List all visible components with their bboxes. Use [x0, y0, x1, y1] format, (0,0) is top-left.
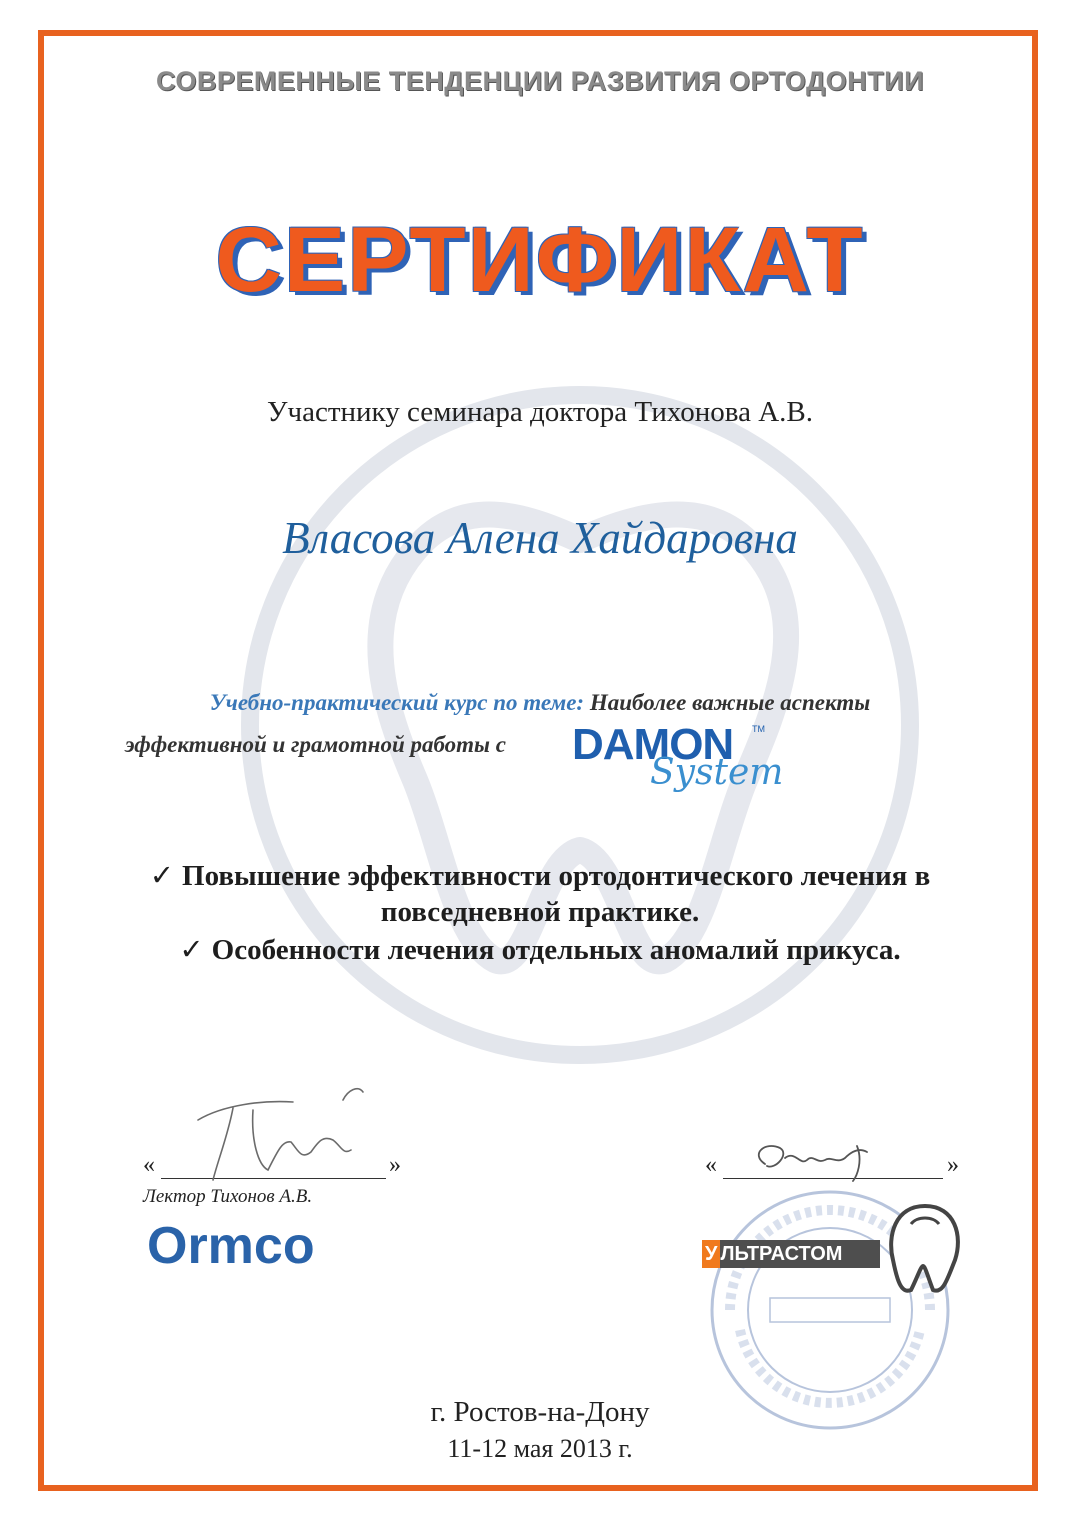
course-topic-line2: эффективной и грамотной работы с — [125, 732, 506, 757]
ultrastom-tooth-icon — [885, 1200, 965, 1300]
ultrastom-logo-first-letter: У — [702, 1240, 720, 1268]
recipient-name: Власова Алена Хайдаровна — [282, 513, 798, 563]
close-quote: » — [389, 1152, 401, 1178]
bullet-item-2-text: Особенности лечения отдельных аномалий прикуса. — [211, 934, 901, 966]
damon-logo-tm: TM — [752, 724, 765, 734]
course-topic-start: Наиболее важные аспекты — [589, 690, 871, 715]
event-city: г. Ростов-на-Дону — [430, 1396, 650, 1428]
lecturer-signature-line — [143, 1150, 413, 1190]
event-title: СОВРЕМЕННЫЕ ТЕНДЕНЦИИ РАЗВИТИЯ ОРТОДОНТИИ — [156, 66, 924, 96]
bullet-item-1-line1: Повышение эффективности ортодонтического лечения в — [182, 860, 931, 892]
event-dates: 11-12 мая 2013 г. — [447, 1434, 633, 1463]
close-quote: » — [947, 1152, 959, 1178]
bullet-item-2 — [40, 932, 1040, 967]
damon-logo-script: System — [650, 752, 784, 793]
open-quote: « — [143, 1152, 155, 1178]
bullet-item-1 — [40, 858, 1040, 893]
course-lead: Учебно-практический курс по теме: — [209, 690, 585, 715]
lecturer-label: Лектор Тихонов А.В. — [143, 1186, 313, 1207]
course-topic-line1 — [60, 690, 1020, 716]
ultrastom-logo-rest: ЛЬТРАСТОМ — [720, 1243, 843, 1265]
organizer-signature-icon — [745, 1136, 895, 1186]
checkmark-icon: ✓ — [179, 932, 204, 966]
open-quote: « — [705, 1152, 717, 1178]
ormco-logo: Ormco — [147, 1217, 315, 1275]
ultrastom-logo — [702, 1240, 880, 1268]
participant-intro: Участнику семинара доктора Тихонова А.В. — [266, 396, 813, 428]
certificate-title: СЕРТИФИКАТ — [215, 209, 865, 311]
damon-logo-word: DAMON — [572, 720, 734, 769]
damon-system-logo — [572, 720, 812, 793]
checkmark-icon: ✓ — [149, 858, 175, 892]
lecturer-signature-icon — [173, 1080, 373, 1190]
bullet-item-1-continued: повседневной практике. — [380, 896, 700, 928]
